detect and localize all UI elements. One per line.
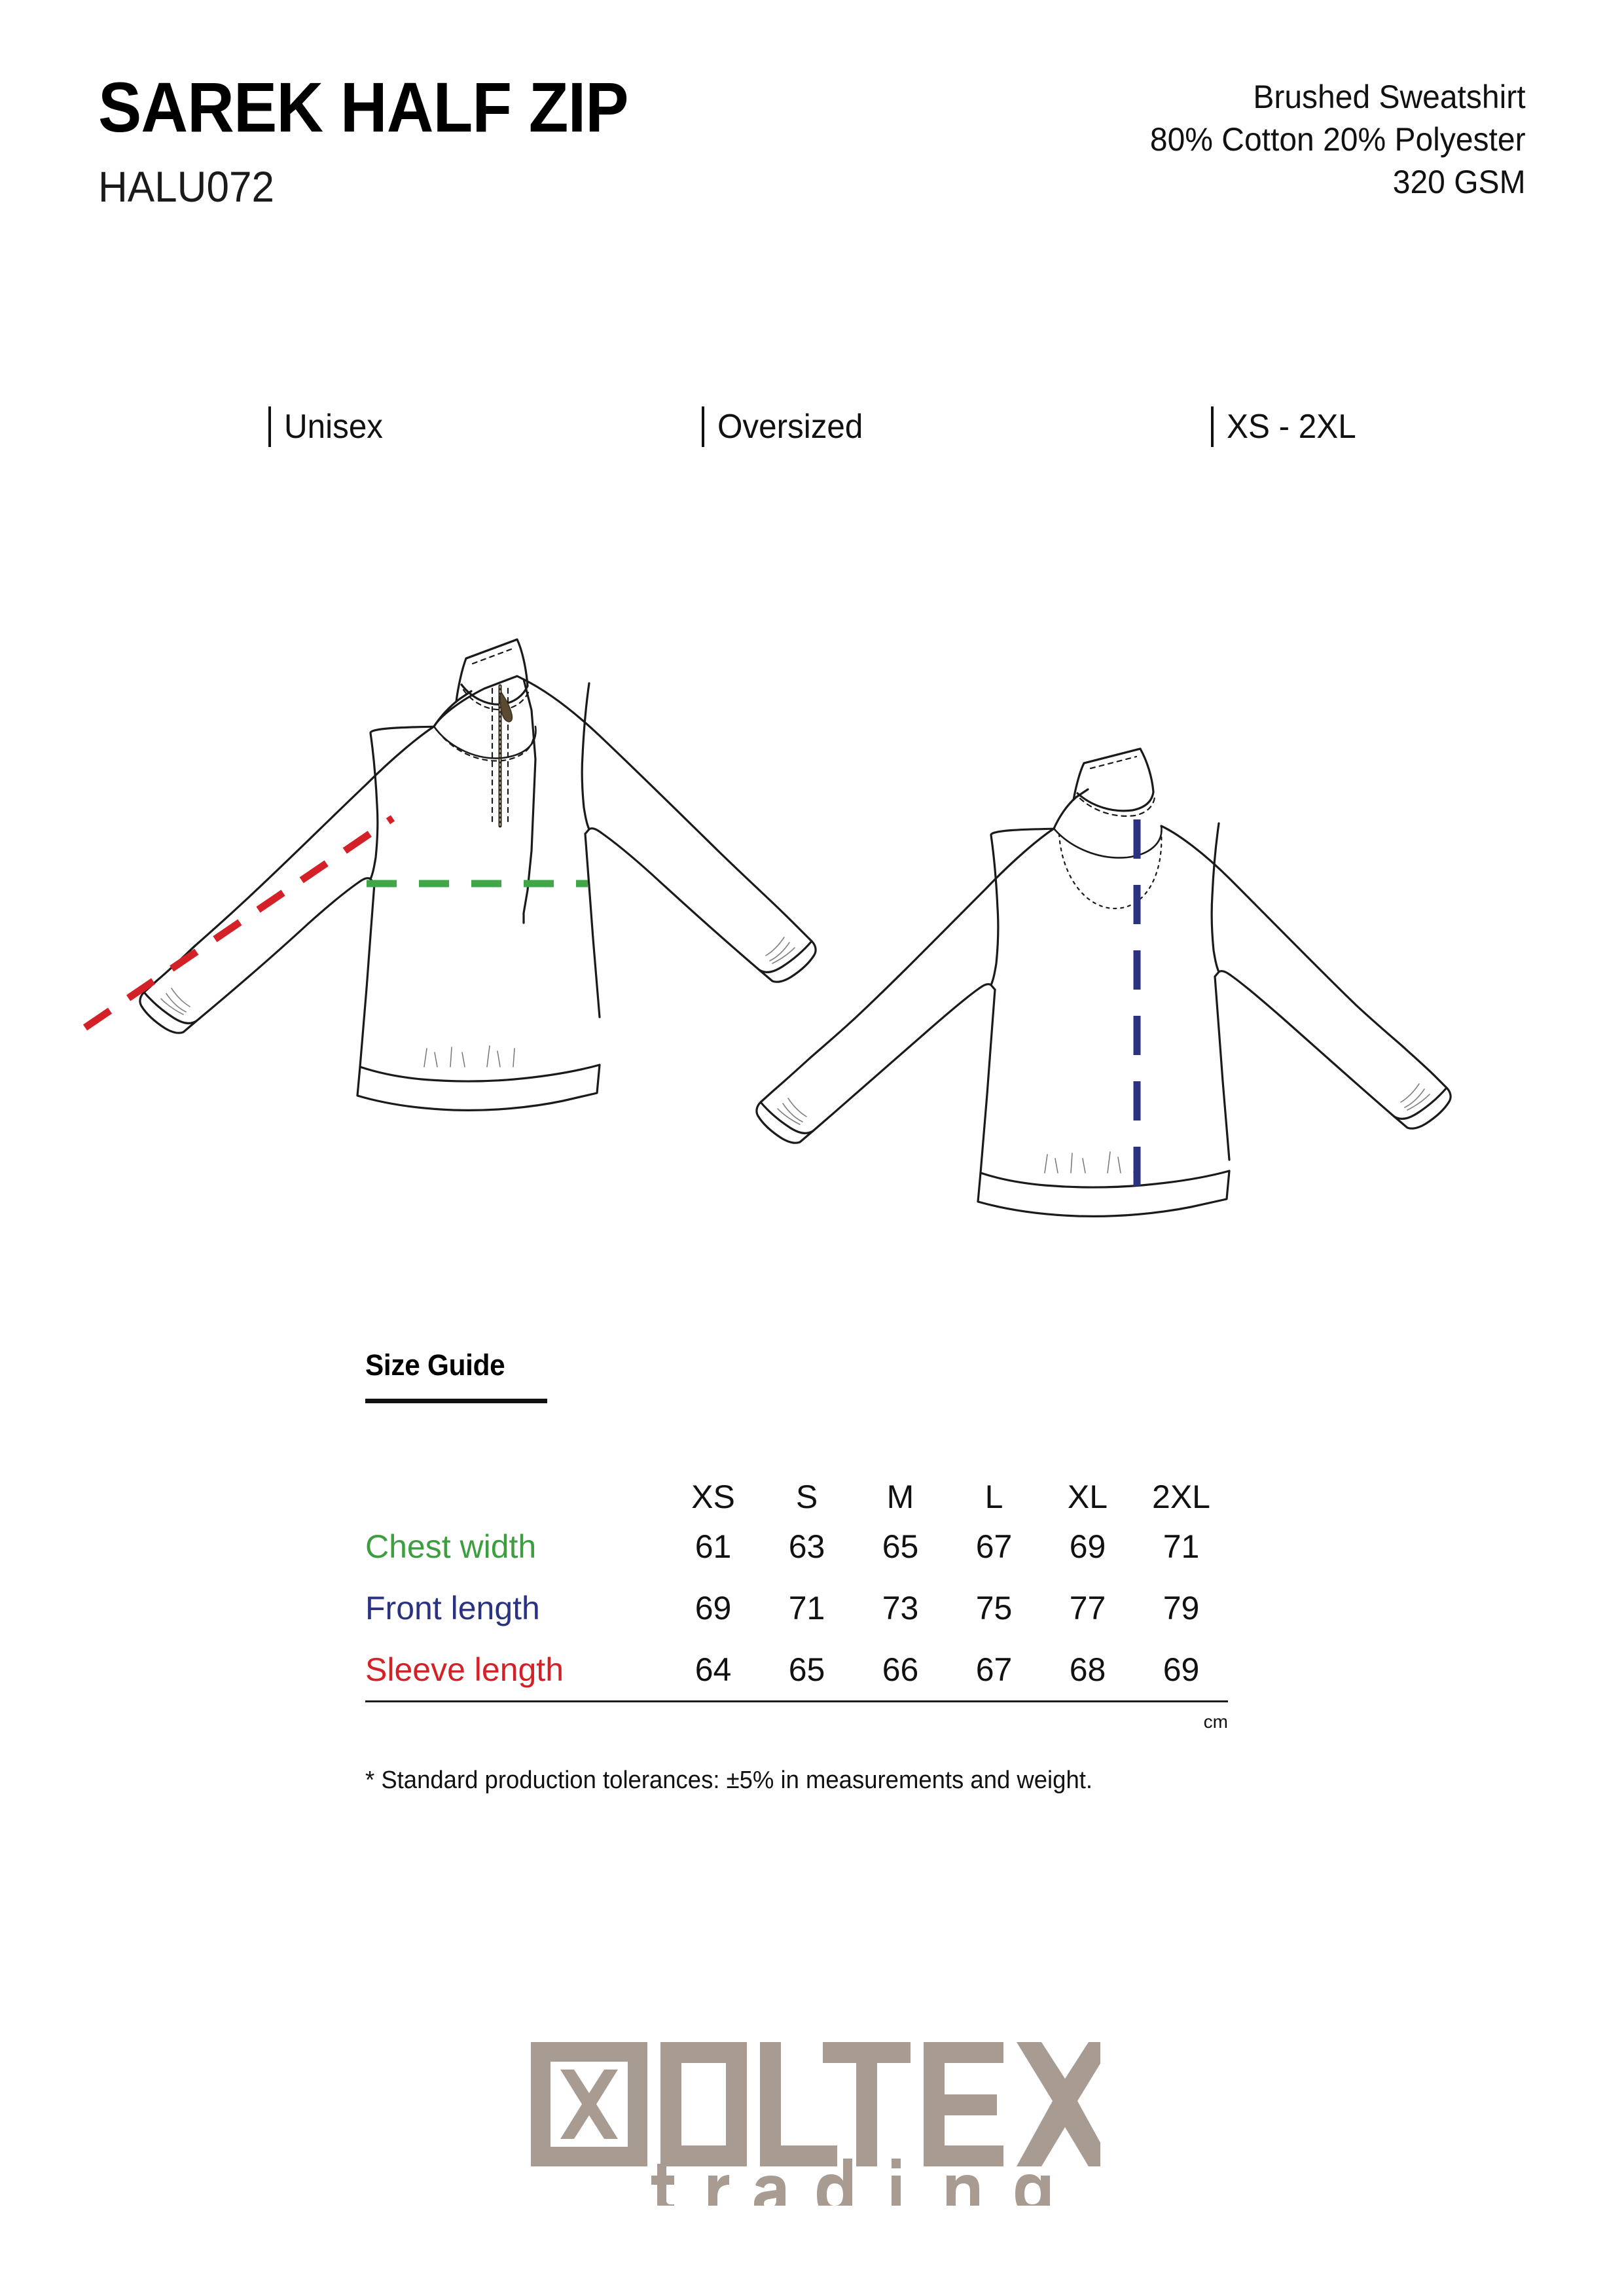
- size-guide-table: [365, 1456, 1228, 1702]
- footer-logo: [524, 2036, 1100, 2206]
- divider-bar-icon: [1211, 406, 1214, 447]
- product-spec-block: [1134, 72, 1526, 204]
- attribute-label: XS - 2XL: [1227, 408, 1356, 446]
- technical-drawing: [0, 609, 1624, 1237]
- header-left: [98, 67, 674, 211]
- column-header-2xl: 2XL: [1152, 1479, 1210, 1515]
- page-title: SAREK HALF ZIP: [98, 67, 628, 147]
- divider-bar-icon: [268, 406, 271, 447]
- product-code: HALU072: [98, 162, 275, 211]
- table-row: [365, 1516, 1228, 1577]
- cell-chest-width-xl: 69: [1069, 1528, 1106, 1565]
- tolerance-footnote: * Standard production tolerances: ±5% in measurements and weight.: [365, 1767, 1093, 1794]
- table-header-row: [365, 1456, 1228, 1516]
- column-header-l: L: [984, 1479, 1003, 1515]
- cell-chest-width-s: 63: [788, 1528, 825, 1565]
- cell-front-length-xs: 69: [695, 1590, 732, 1626]
- column-header-s: S: [795, 1479, 818, 1515]
- back-view-illustration: [757, 749, 1451, 1216]
- size-guide-title: Size Guide: [365, 1348, 505, 1382]
- cell-sleeve-length-s: 65: [760, 1639, 854, 1702]
- cell-front-length-xl: 77: [1069, 1590, 1106, 1626]
- cell-sleeve-length-xs: 64: [666, 1639, 760, 1702]
- cell-sleeve-length-xl: 68: [1041, 1639, 1134, 1702]
- divider-bar-icon: [702, 406, 704, 447]
- column-header-measurement: [365, 1456, 666, 1516]
- spec-line-composition: 80% Cotton 20% Polyester: [1150, 121, 1526, 158]
- cell-chest-width-l: 67: [975, 1528, 1013, 1565]
- boxed-x-icon: [531, 2042, 647, 2166]
- row-label-sleeve-length: Sleeve length: [365, 1639, 666, 1702]
- attribute-fit-gender: [268, 401, 388, 453]
- cell-front-length-s: 71: [788, 1590, 825, 1626]
- table-row: [365, 1577, 1228, 1639]
- attribute-size-range: [1211, 401, 1363, 453]
- cell-sleeve-length-2xl: 69: [1134, 1639, 1228, 1702]
- attribute-label: Oversized: [717, 408, 863, 446]
- cell-chest-width-2xl: 71: [1163, 1528, 1200, 1565]
- attribute-label: Unisex: [284, 408, 384, 446]
- front-view-illustration: [140, 639, 816, 1110]
- spec-line-weight: 320 GSM: [1393, 164, 1526, 200]
- logo-letter-e: [924, 2042, 1003, 2166]
- row-label-chest-width: Chest width: [365, 1528, 537, 1565]
- sleeve-length-line: [85, 818, 393, 1028]
- cell-chest-width-m: 65: [882, 1528, 919, 1565]
- page-header: [98, 67, 1526, 211]
- column-header-xs: XS: [691, 1479, 735, 1515]
- cell-chest-width-xs: 61: [695, 1528, 732, 1565]
- row-label-front-length: Front length: [365, 1590, 540, 1626]
- column-header-m: M: [886, 1479, 914, 1515]
- cell-sleeve-length-l: 67: [947, 1639, 1041, 1702]
- size-guide-section: [365, 1348, 1236, 1795]
- logo-letter-x: [1017, 2042, 1100, 2166]
- cell-front-length-2xl: 79: [1163, 1590, 1200, 1626]
- table-row: [365, 1639, 1228, 1702]
- attribute-row: [268, 401, 1420, 453]
- cell-front-length-l: 75: [975, 1590, 1013, 1626]
- size-guide-title-underline: [365, 1399, 547, 1403]
- measurement-unit-label: cm: [1203, 1712, 1228, 1732]
- cell-sleeve-length-m: 66: [854, 1639, 947, 1702]
- logo-letter-o: [660, 2042, 747, 2166]
- cell-front-length-m: 73: [882, 1590, 919, 1626]
- attribute-fit-style: [702, 401, 871, 453]
- column-header-xl: XL: [1067, 1479, 1108, 1515]
- spec-line-fabric: Brushed Sweatshirt: [1253, 79, 1526, 115]
